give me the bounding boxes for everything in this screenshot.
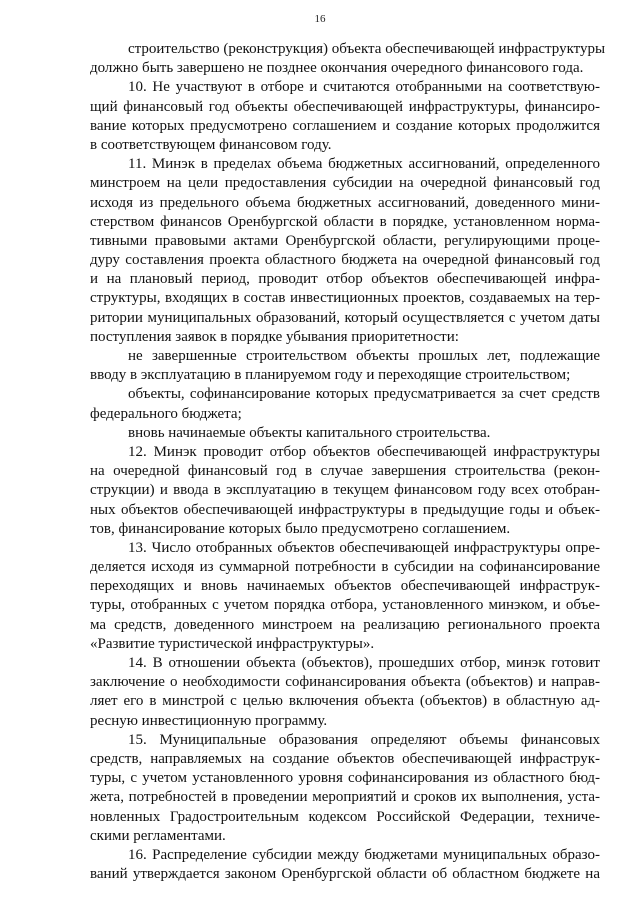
text-line: 10. Не участвуют в отборе и считаются отобранными на соответствую- [128,79,600,96]
text-line: дуру составления проекта областного бюджета на очередной финансовый год [90,252,600,269]
text-line: 11. Минэк в пределах объема бюджетных ассигнований, определенного [128,156,600,173]
text-line: структуры, входящих в состав инвестиционных проектов, создаваемых на тер- [90,290,600,307]
text-line: туры, отобранных с учетом порядка отбора, установленного минэком, и объе- [90,597,600,614]
document-body [90,40,606,884]
text-line: вание которых предусмотрено соглашением и создание которых продолжится [90,117,600,134]
text-line: 15. Муниципальные образования определяют объемы финансовых [128,731,600,748]
text-line: не завершенные строительством объекты прошлых лет, подлежащие [128,348,600,364]
text-line: новленных Градостроительным кодексом Российской Федерации, техниче- [90,808,600,825]
text-line: 16. Распределение субсидии между бюджетами муниципальных образо- [128,846,600,863]
paragraph [90,654,600,731]
page-number: 16 [314,13,326,25]
text-line: должно быть завершено не позднее окончания очередного финансового года. [90,60,584,77]
text-line: средств, направляемых на создание объектов обеспечивающей инфраструк- [90,750,600,767]
paragraph [90,846,600,884]
text-line: ных объектов обеспечивающей инфраструктуры в предыдущие годы и объек- [90,501,600,518]
paragraph [90,40,606,78]
text-line: заключение о необходимости софинансирования объекта (объектов) и направ- [90,674,600,691]
text-line: жета, потребностей в проведении мероприятий и сроков их выполнения, уста- [90,789,600,806]
text-line: деляется исходя из суммарной потребности в субсидии на софинансирование [90,559,600,576]
text-line: на очередной финансовый год в случае завершения строительства (рекон- [90,463,600,480]
text-line: минстроем на цели предоставления субсидии на очередной финансовый год [90,175,600,192]
text-line: ресную инвестиционную программу. [90,712,328,729]
text-line: тивными правовыми актами Оренбургской области, регулирующими проце- [90,232,600,249]
text-line: 12. Минэк проводит отбор объектов обеспечивающей инфраструктуры [128,443,600,460]
text-line: строительство (реконструкция) объекта обеспечивающей инфраструктуры [128,41,606,57]
text-line: скими регламентами. [90,827,226,844]
paragraph [90,424,600,443]
paragraph [90,539,600,654]
text-line: струкции) и ввода в эксплуатацию в текущем финансовом году всех отобран- [90,482,600,499]
text-line: ма средств, доведенного минстроем на реализацию регионального проекта [90,616,600,633]
text-line: 13. Число отобранных объектов обеспечивающей инфраструктуры опре- [128,539,600,556]
text-line: тов, финансирование которых было предусмотрено соглашением. [90,520,511,537]
text-line: переходящих и вновь начинаемых объектов обеспечивающей инфраструк- [90,578,600,595]
text-line: ляет его в минстрой с целью включения объекта (объектов) в областную ад- [90,693,600,710]
paragraph [90,385,600,423]
text-line: ваний утверждается законом Оренбургской области об областном бюджете на [90,866,600,883]
paragraph [90,78,600,155]
text-line: стерством финансов Оренбургской области в порядке, установленном норма- [90,213,600,230]
paragraph [90,347,600,385]
text-line: и на плановый период, проводит отбор объектов обеспечивающей инфра- [90,271,600,288]
paragraph [90,443,600,539]
text-line: объекты, софинансирование которых предусматривается за счет средств [128,386,600,403]
text-line: поступления заявок в порядке убывания приоритетности: [90,328,459,345]
text-line: вводу в эксплуатацию в планируемом году и переходящие строительством; [90,367,571,384]
text-line: «Развитие туристической инфраструктуры». [90,635,375,652]
text-line: в соответствующем финансовом году. [90,136,332,153]
text-line: туры, с учетом установленного уровня софинансирования из областного бюд- [90,770,600,787]
paragraph [90,155,600,347]
text-line: исходя из предельного объема бюджетных ассигнований, доведенного мини- [90,194,600,211]
text-line: ритории муниципальных образований, который осуществляется с учетом даты [90,309,600,326]
text-line: 14. В отношении объекта (объектов), прошедших отбор, минэк готовит [128,655,600,671]
text-line: федерального бюджета; [90,405,242,422]
paragraph [90,731,600,846]
text-line: вновь начинаемые объекты капитального строительства. [128,424,491,441]
text-line: щий финансовый год объекты обеспечивающей инфраструктуры, финансиро- [90,98,600,115]
